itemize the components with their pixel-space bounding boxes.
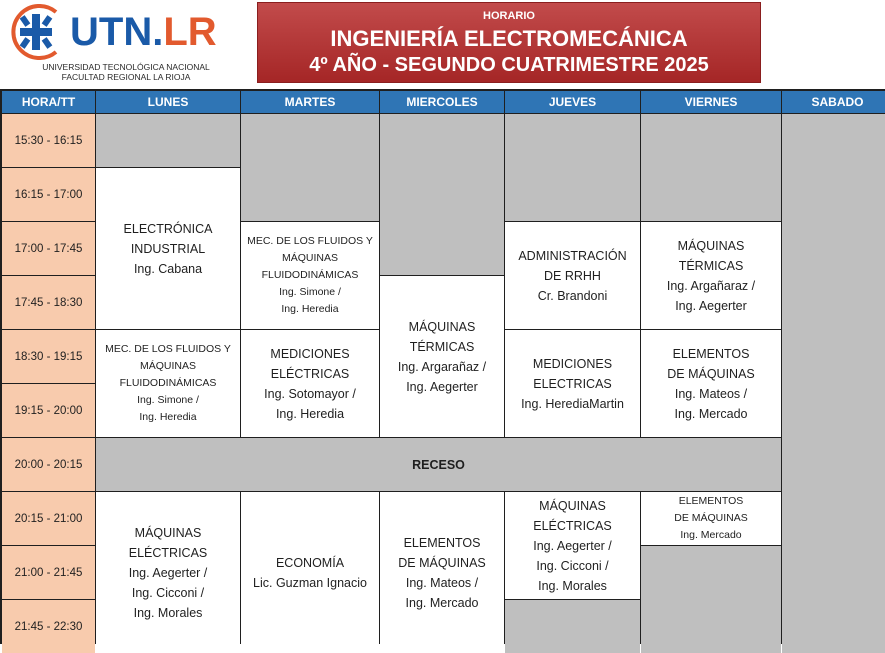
class-line: Ing. Cicconi / — [131, 585, 205, 600]
header-miercoles: MIERCOLES — [380, 91, 504, 113]
time-slot: 21:45 - 22:30 — [2, 600, 95, 653]
class-line: INDUSTRIAL — [130, 241, 206, 256]
time-slot: 17:00 - 17:45 — [2, 222, 95, 275]
class-line: DE MÁQUINAS — [398, 555, 486, 570]
class-line: DE RRHH — [544, 268, 601, 283]
university-name: UNIVERSIDAD TECNOLÓGICA NACIONAL — [42, 62, 210, 72]
class-line: Ing. Argañaraz / — [666, 278, 756, 293]
class-block — [641, 492, 781, 545]
brand-name-part-b: LR — [163, 10, 217, 54]
class-line: Ing. Sotomayor / — [264, 386, 356, 401]
class-line: Ing. Simone / — [279, 286, 341, 298]
class-line: ELÉCTRICAS — [128, 545, 208, 560]
title-banner — [257, 2, 761, 83]
class-line: ELÉCTRICAS — [533, 518, 612, 533]
empty-slot — [505, 114, 640, 221]
class-line: ELÉCTRICAS — [270, 366, 350, 381]
class-block — [505, 330, 640, 437]
class-line: MEC. DE LOS FLUIDOS Y — [105, 343, 231, 355]
class-line: FLUIDODINÁMICAS — [119, 377, 217, 389]
class-block — [241, 492, 379, 653]
class-line: FLUIDODINÁMICAS — [261, 269, 359, 281]
class-block — [96, 168, 240, 329]
class-line: DE MÁQUINAS — [667, 366, 755, 381]
class-line: Ing. Cicconi / — [536, 558, 609, 573]
class-line: ELEMENTOS — [403, 535, 481, 550]
class-block — [505, 492, 640, 599]
class-line: ELECTRICAS — [533, 376, 612, 391]
time-slot: 19:15 - 20:00 — [2, 384, 95, 437]
class-block — [96, 330, 240, 437]
empty-slot — [782, 114, 885, 653]
time-slot: 21:00 - 21:45 — [2, 546, 95, 599]
class-line: Ing. Heredia — [139, 411, 197, 423]
header-viernes: VIERNES — [641, 91, 781, 113]
schedule-table — [0, 89, 885, 644]
empty-slot — [641, 114, 781, 221]
class-line: Ing. Morales — [133, 605, 203, 620]
time-slot: 15:30 - 16:15 — [2, 114, 95, 167]
page-title: INGENIERÍA ELECTROMECÁNICA — [330, 26, 688, 51]
class-line: ECONOMÍA — [275, 555, 345, 570]
time-slot: 17:45 - 18:30 — [2, 276, 95, 329]
class-line: ELEMENTOS — [672, 346, 750, 361]
class-line: Ing. Mateos / — [674, 386, 748, 401]
class-line: MÁQUINAS — [539, 498, 606, 513]
utn-logo — [8, 4, 217, 86]
class-line: Ing. Argarañaz / — [397, 359, 487, 374]
class-line: Ing. Mercado — [405, 595, 479, 610]
utn-logo-icon — [8, 4, 68, 60]
class-line: TÉRMICAS — [409, 339, 475, 354]
class-block — [641, 222, 781, 329]
empty-slot — [241, 114, 379, 221]
title-kicker: HORARIO — [483, 10, 535, 22]
time-slot: 18:30 - 19:15 — [2, 330, 95, 383]
page-subtitle: 4º AÑO - SEGUNDO CUATRIMESTRE 2025 — [309, 54, 709, 76]
class-block — [641, 330, 781, 437]
receso-row: RECESO — [96, 438, 781, 491]
empty-slot — [505, 600, 640, 653]
class-line: MEC. DE LOS FLUIDOS Y — [247, 235, 373, 247]
class-block — [241, 330, 379, 437]
class-line: ELEMENTOS — [678, 495, 744, 507]
class-line: Ing. Aegerter / — [128, 565, 208, 580]
class-line: Lic. Guzman Ignacio — [253, 575, 367, 590]
class-line: Ing. Mercado — [674, 406, 748, 421]
class-line: Ing. Heredia — [281, 303, 339, 315]
faculty-name: FACULTAD REGIONAL LA RIOJA — [61, 72, 191, 82]
empty-slot — [96, 114, 240, 167]
class-line: MÁQUINAS — [139, 360, 196, 372]
class-line: Ing. Aegerter — [406, 379, 478, 394]
class-line: Ing. Mercado — [680, 529, 742, 541]
class-line: Ing. Aegerter / — [533, 538, 612, 553]
header-hora: HORA/TT — [2, 91, 95, 113]
empty-slot — [380, 114, 504, 275]
class-line: Ing. HerediaMartin — [521, 396, 624, 411]
class-line: MEDICIONES — [270, 346, 350, 361]
class-line: MEDICIONES — [532, 356, 613, 371]
class-line: MÁQUINAS — [134, 525, 202, 540]
class-block — [380, 492, 504, 653]
time-slot: 20:00 - 20:15 — [2, 438, 95, 491]
class-line: ADMINISTRACIÓN — [518, 248, 627, 263]
class-line: DE MÁQUINAS — [674, 512, 748, 524]
class-line: Ing. Cabana — [133, 261, 203, 276]
class-line: Ing. Heredia — [275, 406, 345, 421]
header-martes: MARTES — [241, 91, 379, 113]
class-line: Ing. Morales — [538, 578, 607, 593]
class-block — [505, 222, 640, 329]
class-line: MÁQUINAS — [281, 252, 338, 264]
class-line: Ing. Aegerter — [675, 298, 747, 313]
class-block — [380, 276, 504, 437]
class-line: ELECTRÓNICA — [123, 221, 213, 236]
header-sabado: SABADO — [782, 91, 885, 113]
brand-name — [70, 10, 217, 54]
empty-slot — [641, 546, 781, 653]
class-line: Ing. Simone / — [137, 394, 199, 406]
header-jueves: JUEVES — [505, 91, 640, 113]
class-line: TÉRMICAS — [678, 258, 744, 273]
class-line: MÁQUINAS — [408, 319, 476, 334]
class-block — [241, 222, 379, 329]
brand-name-part-a: UTN. — [70, 10, 164, 54]
class-line: Cr. Brandoni — [537, 288, 608, 303]
class-line: MÁQUINAS — [677, 238, 745, 253]
class-block — [96, 492, 240, 653]
class-line: Ing. Mateos / — [405, 575, 479, 590]
time-slot: 20:15 - 21:00 — [2, 492, 95, 545]
time-slot: 16:15 - 17:00 — [2, 168, 95, 221]
header-lunes: LUNES — [96, 91, 240, 113]
